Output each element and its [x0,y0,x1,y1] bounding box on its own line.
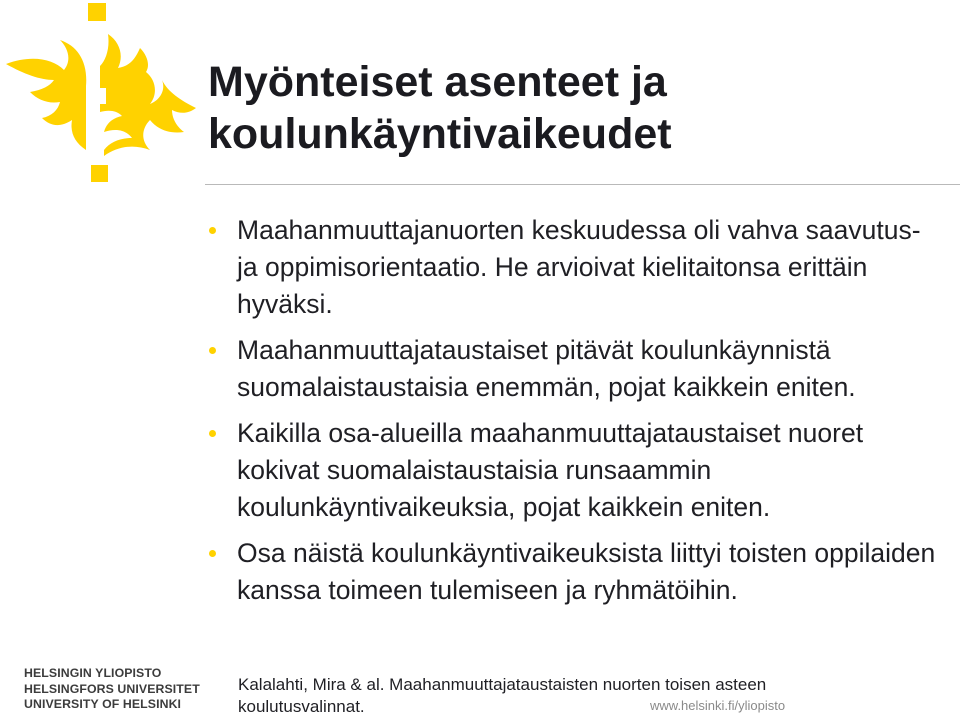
bullet-text: Osa näistä koulunkäyntivaikeuksista liittyi toisten oppilaiden kanssa toimeen tulemiseen ja ryhmätöihin. [237,538,936,605]
bullet-dot-icon [209,227,216,234]
bullet-dot-icon [209,550,216,557]
bullet-text: Kaikilla osa-alueilla maahanmuuttajataustaiset nuoret kokivat suomalaistaustaisia runsaammin koulunkäyntivaikeuksia, pojat kaikkein eniten. [237,418,864,522]
university-wordmark [24,666,200,713]
bullet-text: Maahanmuuttajanuorten keskuudessa oli vahva saavutus- ja oppimisorientaatio. He arvioivat kielitaitonsa erittäin hyväksi. [237,215,921,319]
bullet-dot-icon [209,347,216,354]
bullet-item [205,332,945,406]
bullet-list [205,212,945,618]
bullet-item [205,415,945,526]
footer-url: www.helsinki.fi/yliopisto [650,698,786,713]
slide-title-line-2: koulunkäyntivaikeudet [208,110,672,158]
slide-title [208,56,948,160]
bullet-item [205,212,945,323]
slide-title-line-1: Myönteiset asenteet ja [208,58,667,106]
bullet-dot-icon [209,430,216,437]
university-flame-logo-icon [0,0,200,200]
bullet-item [205,535,945,609]
university-name-sv: HELSINGFORS UNIVERSITET [24,681,200,696]
bullet-text: Maahanmuuttajataustaiset pitävät koulunkäynnistä suomalaistaustaisia enemmän, pojat kaikkein eniten. [237,335,856,402]
university-name-en: UNIVERSITY OF HELSINKI [24,697,182,711]
source-citation: Kalalahti, Mira & al. Maahanmuuttajataustaisten nuorten toisen asteen koulutusvalinnat. [238,675,767,716]
university-name-fi: HELSINGIN YLIOPISTO [24,666,162,680]
title-divider [205,184,960,185]
